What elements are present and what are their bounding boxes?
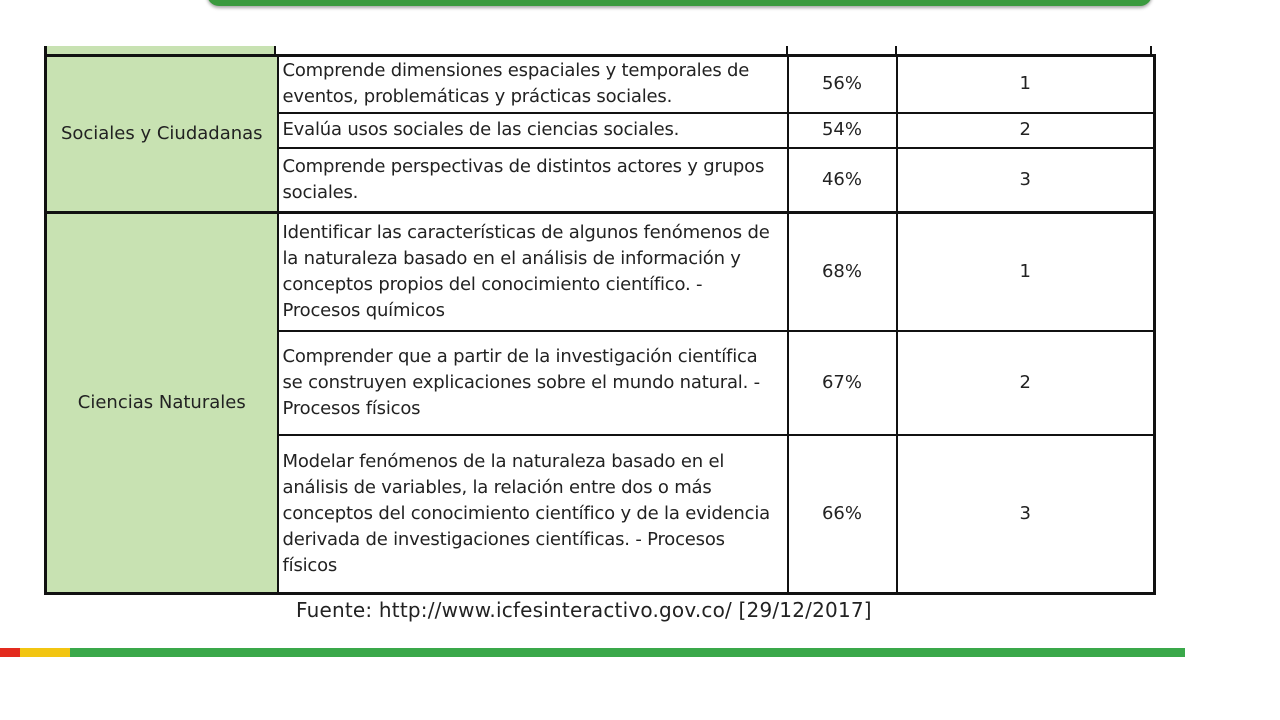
- rank-cell: 1: [897, 56, 1155, 113]
- footer-stripe-green: [70, 648, 1185, 657]
- footer-stripe-yellow: [20, 648, 70, 657]
- rank-cell: 1: [897, 213, 1155, 331]
- source-citation: Fuente: http://www.icfesinteractivo.gov.co/ [29/12/2017]: [296, 598, 872, 622]
- competence-cell: Comprender que a partir de la investigación científica se construyen explicaciones sobre el mundo natural. - Procesos físicos: [278, 331, 788, 435]
- rank-cell: 3: [897, 148, 1155, 213]
- percent-cell: 46%: [788, 148, 897, 213]
- area-cell-sociales: Sociales y Ciudadanas: [46, 56, 278, 213]
- results-table: [44, 54, 1156, 595]
- competence-cell: Evalúa usos sociales de las ciencias sociales.: [278, 113, 788, 148]
- table-row: [46, 213, 1155, 331]
- competence-cell: Comprende perspectivas de distintos actores y grupos sociales.: [278, 148, 788, 213]
- rank-cell: 3: [897, 435, 1155, 593]
- rank-cell: 2: [897, 331, 1155, 435]
- percent-cell: 68%: [788, 213, 897, 331]
- percent-cell: 67%: [788, 331, 897, 435]
- percent-cell: 56%: [788, 56, 897, 113]
- footer-stripe-red: [0, 648, 20, 657]
- table-row: [46, 56, 1155, 113]
- competence-cell: Comprende dimensiones espaciales y temporales de eventos, problemáticas y prácticas sociales.: [278, 56, 788, 113]
- results-table-container: [44, 46, 1153, 596]
- header-bar: [207, 0, 1152, 6]
- competence-cell: Identificar las características de algunos fenómenos de la naturaleza basado en el análisis de información y conceptos propios del conocimiento científico. - Procesos químicos: [278, 213, 788, 331]
- competence-cell: Modelar fenómenos de la naturaleza basado en el análisis de variables, la relación entre dos o más conceptos del conocimiento científico y de la evidencia derivada de investigaciones científicas. - Procesos físicos: [278, 435, 788, 593]
- percent-cell: 66%: [788, 435, 897, 593]
- rank-cell: 2: [897, 113, 1155, 148]
- area-cell-ciencias: Ciencias Naturales: [46, 213, 278, 594]
- percent-cell: 54%: [788, 113, 897, 148]
